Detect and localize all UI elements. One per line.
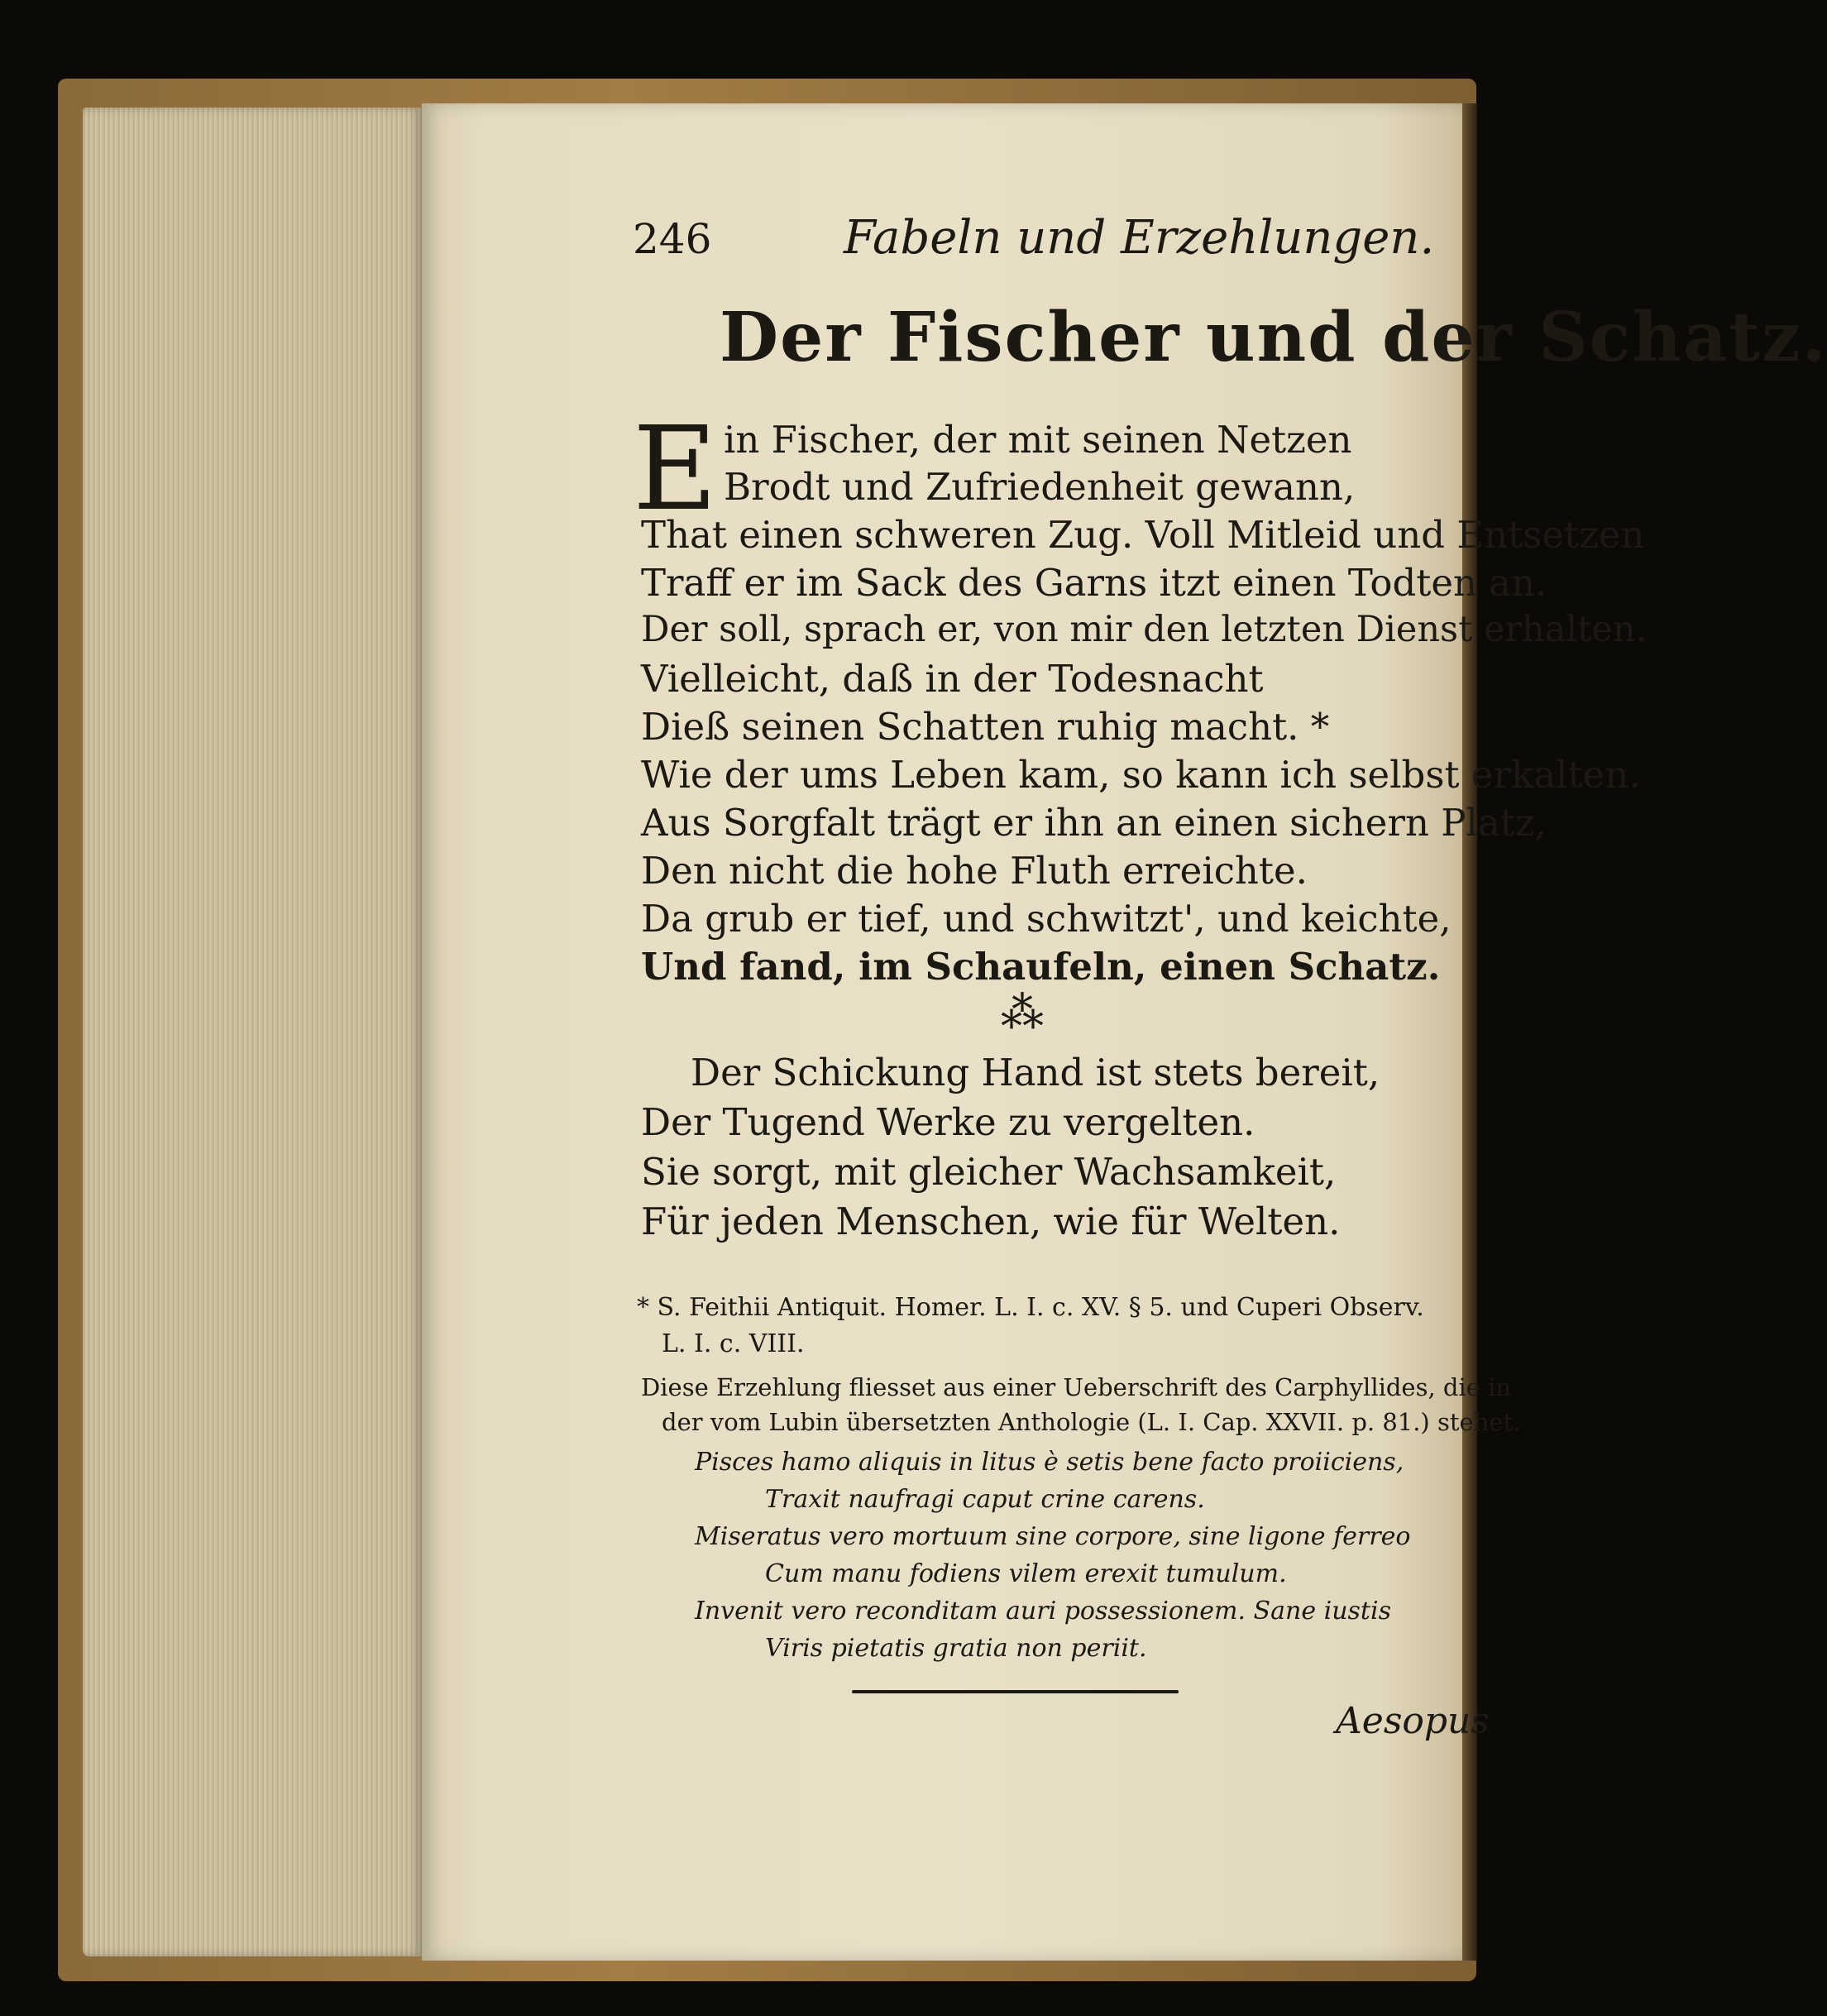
end-rule xyxy=(852,1690,1179,1693)
poem-line: Da grub er tief, und schwitzt', und keichte, xyxy=(641,897,1452,941)
fable-title: Der Fischer und der Schatz. xyxy=(720,298,1827,377)
latin-verse-line: Pisces hamo aliquis in litus è setis bene facto proiiciens, xyxy=(695,1448,1404,1477)
poem-line: in Fischer, der mit seinen Netzen xyxy=(724,418,1352,462)
poem-line: Aus Sorgfalt trägt er ihn an einen sichern Platz, xyxy=(641,801,1547,845)
book-gutter xyxy=(1462,103,1477,1961)
poem-line: Der soll, sprach er, von mir den letzten Dienst erhalten. xyxy=(641,609,1648,650)
book-page xyxy=(422,103,1462,1961)
latin-verse-line: Miseratus vero mortuum sine corpore, sine ligone ferreo xyxy=(695,1522,1411,1551)
moral-line: Sie sorgt, mit gleicher Wachsamkeit, xyxy=(641,1150,1337,1194)
latin-verse-line: Cum manu fodiens vilem erexit tumulum. xyxy=(765,1559,1287,1588)
footnote-line: Diese Erzehlung fliesset aus einer Ueberschrift des Carphyllides, die in xyxy=(641,1373,1512,1401)
latin-verse-line: Traxit naufragi caput crine carens. xyxy=(765,1485,1205,1514)
moral-line: Für jeden Menschen, wie für Welten. xyxy=(641,1200,1341,1243)
poem-line: Den nicht die hohe Fluth erreichte. xyxy=(641,849,1308,893)
moral-line: Der Schickung Hand ist stets bereit, xyxy=(691,1051,1380,1094)
footnote-line: * S. Feithii Antiquit. Homer. L. I. c. XV. § 5. und Cuperi Observ. xyxy=(637,1293,1424,1322)
poem-line: Vielleicht, daß in der Todesnacht xyxy=(641,657,1264,701)
poem-line: Wie der ums Leben kam, so kann ich selbst erkalten. xyxy=(641,753,1641,797)
latin-verse-line: Invenit vero reconditam auri possessionem. Sane iustis xyxy=(695,1597,1391,1626)
page-edges xyxy=(83,108,422,1956)
running-title: Fabeln und Erzehlungen. xyxy=(844,211,1435,265)
poem-line: Und fand, im Schaufeln, einen Schatz. xyxy=(641,945,1441,989)
drop-cap: E xyxy=(633,402,718,537)
asterism: ⁂ xyxy=(1001,989,1044,1038)
footnote-line: L. I. c. VIII. xyxy=(662,1329,805,1358)
footnote-line: der vom Lubin übersetzten Anthologie (L. I. Cap. XXVII. p. 81.) stehet. xyxy=(662,1408,1521,1436)
catchword: Aesopus xyxy=(1336,1700,1490,1742)
poem-line: Dieß seinen Schatten ruhig macht. * xyxy=(641,705,1330,749)
latin-verse-line: Viris pietatis gratia non periit. xyxy=(765,1634,1147,1663)
poem-line: Traff er im Sack des Garns itzt einen Todten an. xyxy=(641,561,1547,605)
page-number: 246 xyxy=(633,215,712,263)
poem-line: Brodt und Zufriedenheit gewann, xyxy=(724,465,1356,509)
poem-line: That einen schweren Zug. Voll Mitleid und Entsetzen xyxy=(641,513,1645,557)
moral-line: Der Tugend Werke zu vergelten. xyxy=(641,1100,1255,1144)
